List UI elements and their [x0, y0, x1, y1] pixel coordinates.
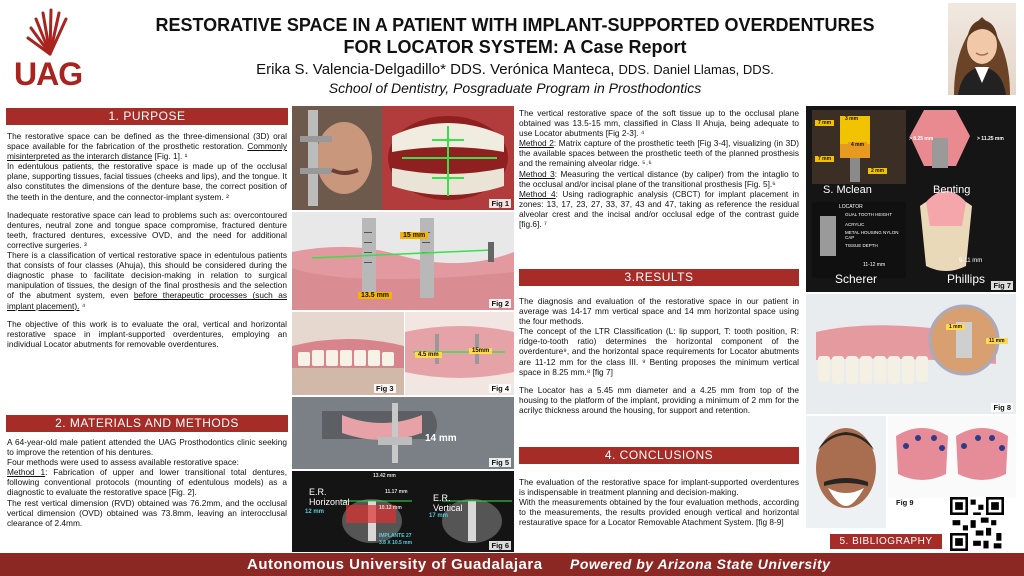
- fig6-ct-value-2: 11.17 mm: [385, 489, 408, 495]
- materials-text: A 64-year-old male patient attended the UAG Prosthodontics clinic seeking to improve the retention of his dentures. Four methods were used to assess available restorative space: Method 1: Fabrication of upper and lower transitional total dentures, following conventional protocols (mounting of edentulous models) as a diagnostic to evaluate the restorative space [Fig. 2]. The rest vertical dimension (RVD) obtained was 76.2mm, and the occlusal vertical dimension (OVD) obtained was 73.8mm, leaving an interocclusal clearance of 2.4mm.: [7, 437, 288, 528]
- fig5-tag-14mm: 14 mm: [425, 433, 457, 444]
- figure-8: [806, 294, 1016, 414]
- fig5-label: Fig 5: [491, 458, 509, 467]
- logo-fan-icon: [24, 8, 76, 56]
- fig7-tag-1125: > 11.25 mm: [977, 136, 1004, 142]
- fig6-implant-size: 3.8 X 10.5 mm: [379, 540, 413, 546]
- footer-powered-by: Powered by Arizona State University: [570, 556, 831, 572]
- fig8-tag-11mm: 11 mm: [986, 338, 1008, 344]
- fig7-metal-housing: METAL HOUSING NYLON CAP: [845, 230, 899, 240]
- figure-9-overdenture: [888, 416, 1016, 498]
- fig6-implant-label: IMPLANTE 27: [379, 533, 412, 539]
- section-header-conclusions: 4. CONCLUSIONS: [519, 447, 799, 464]
- footer: [0, 553, 1024, 576]
- logo-text: UAG: [14, 56, 83, 92]
- fig7-tag-825: > 8.25 mm: [909, 136, 934, 142]
- purpose-text: The restorative space can be defined as the three-dimensional (3D) oral space available for the fabrication of the prosthetic restoration. Commonly misinterpreted as the interarch distance [Fig. 1]. ¹ In edentulous patients, the restorative space is made up of the occlusal plane, supporting tissues, facial tissues (cheeks and lips), and the tongue. It also constitutes the dimensions of the denture base, the correct position of the teeth in the denture, and the connector-implant system. ² Inadequate restorative space can lead to problems such as: overcontoured dentures, neutral zone and tongue space compromise, fractured denture teeth, fractured dentures, excessive OVD, and the need for additional corrective surgeries. ³ There is a classification of vertical restorative space in edentulous patients that consists of four classes (Ahuja), this should be considered during the diagnostic phase to facilitate decision-making in relation to surgical manipulation of tissues, the design of the final prosthesis and the selection of the abutment system, even before therapeutic processes (such as implant placement). ⁴ The objective of this work is to evaluate the oral, vertical and horizontal restorative space in implant-supported overdentures, employing an individual Locator abutments for removable overdentures.: [7, 131, 287, 349]
- figure-3: [292, 312, 404, 395]
- qr-code[interactable]: [950, 497, 1008, 551]
- section-header-results: 3.RESULTS: [519, 269, 799, 286]
- figure-2: [292, 212, 514, 310]
- fig7-1112mm: 11-12 mm: [863, 262, 886, 268]
- fig7-tissue-depth: TISSUE DEPTH: [845, 243, 878, 248]
- poster-title: RESTORATIVE SPACE IN A PATIENT WITH IMPLANT-SUPPORTED OVERDENTURES FOR LOCATOR SYSTEM: A Case Report: [155, 15, 875, 57]
- authors: Erika S. Valencia-Delgadillo* DDS. Verónica Manteca, DDS. Daniel Llamas, DDS.: [256, 61, 774, 78]
- method-text: The vertical restorative space of the soft tissue up to the occlusal plane obtained was 13.5-15 mm, classified in Class II Ahuja, being adequate to use Locator abutments [Fig 2-3]. ⁴ Method 2: Matrix capture of the prosthetic teeth [Fig 3-4], visualizing (in 3D) the available spaces between the prosthetic teeth of the planned prosthesis and the remaining alveolar ridge. ⁵˒⁶ Method 3: Measuring the vertical distance (by caliper) from the intaglio to the occlusal and/or incisal plane of the transitional prosthesis [Fig. 5].⁶ Method 4: Using radiographic analysis (CBCT) for implant placement in zones: 13, 17, 23, 27, 33, 37, 43 and 47, taking as reference the residual alveolar crest and the incisal and/or occlusal edge of the contrast guide [fig.6]. ⁷: [519, 108, 800, 230]
- fig7-tag-4mm: 4 mm: [848, 142, 867, 148]
- fig4-tag-15mm: 15mm: [469, 348, 492, 354]
- fig7-tag-7mm: 7 mm: [815, 156, 834, 162]
- fig6-er-vertical: E.R. Vertical: [433, 493, 463, 513]
- conclusions-text: The evaluation of the restorative space for implant-supported overdentures is indispensable in treatment planning and decision-making. With the measurements obtained by the four evaluation methods, according to the measurements, the results provided enough vertical and horizontal restaurative space for a Locator Removable Atachment System. [fig 8-9]: [519, 477, 799, 528]
- fig6-label: Fig 6: [491, 541, 509, 550]
- figure-7: [806, 106, 1016, 292]
- figure-9-patient-photo: [806, 416, 886, 528]
- author-portrait: [948, 3, 1016, 95]
- figure-4: [405, 312, 514, 395]
- section-header-purpose: 1. PURPOSE: [6, 108, 288, 125]
- fig4-label: Fig 4: [491, 384, 509, 393]
- fig6-ct-value-4: 12 mm: [305, 509, 325, 515]
- fig2-tag-135mm: 13.5 mm: [358, 292, 392, 299]
- school-affiliation: School of Dentistry, Posgraduate Program in Prosthodontics: [328, 80, 702, 96]
- figure-1: [292, 106, 514, 210]
- figure-6: [292, 471, 514, 552]
- fig6-ct-value-5: 17 mm: [429, 513, 449, 519]
- figure-5: [292, 397, 514, 469]
- uag-logo: [10, 8, 90, 94]
- fig7-tag-3mm: 3 mm: [842, 116, 861, 122]
- fig8-tag-1mm: 1 mm: [946, 324, 965, 330]
- fig7-benting: Benting: [933, 184, 971, 196]
- results-text: The diagnosis and evaluation of the restorative space in our patient in average was 14-17 mm vertical space and 14 mm horizontal space using the four methods. The concept of the LTR Classification (L: lip support, T: tooth position, R: ridge-to-tooth ratio) determines the horizontal component of the overdenture⁹, and the horizontal space requirements for Locator abutments are 11-12 mm for the class III. ⁹ Benting proposes the minimum vertical space in 8.25 mm.⁸ [fig 7] The Locator has a 5.45 mm diameter and a 4.25 mm from top of the housing to the platform of the implant, providing a minimum of 2 mm for the acrilyc thickness around the housing, for support and retention.: [519, 296, 799, 415]
- fig9-label: Fig 9: [896, 498, 914, 507]
- fig4-tag-45mm: 4.5 mm: [415, 352, 442, 358]
- fig6-ct-value-3: 10.12 mm: [379, 505, 402, 511]
- fig7-911mm: 9-11 mm: [959, 258, 983, 264]
- fig7-phillips: Phillips: [947, 272, 986, 286]
- fig7-smclean: S. Mclean: [823, 184, 872, 196]
- fig2-tag-15mm: 15 mm: [400, 232, 428, 239]
- fig2-label: Fig 2: [491, 299, 509, 308]
- fig7-tag-7mm-top: 7 mm: [815, 120, 834, 126]
- fig6-ct-value-1: 13.42 mm: [373, 473, 396, 479]
- fig7-scherer: Scherer: [835, 272, 878, 286]
- fig8-label: Fig 8: [993, 403, 1011, 412]
- footer-university: Autonomous University of Guadalajara: [247, 556, 543, 573]
- section-header-bibliography[interactable]: 5. BIBLIOGRAPHY: [830, 534, 942, 549]
- fig7-locator: LOCATOR: [839, 204, 863, 210]
- fig7-acrylic: ACRYLIC: [845, 222, 865, 227]
- fig3-label: Fig 3: [376, 384, 394, 393]
- fig1-label: Fig 1: [491, 199, 509, 208]
- fig7-tag-2mm: 2 mm: [868, 168, 887, 174]
- fig7-tooth-height: GUAL TOOTH HEIGHT: [845, 212, 893, 217]
- fig7-label: Fig 7: [993, 281, 1011, 290]
- fig6-er-horizontal: E.R. Horizontal: [309, 487, 350, 507]
- section-header-materials: 2. MATERIALS AND METHODS: [6, 415, 288, 432]
